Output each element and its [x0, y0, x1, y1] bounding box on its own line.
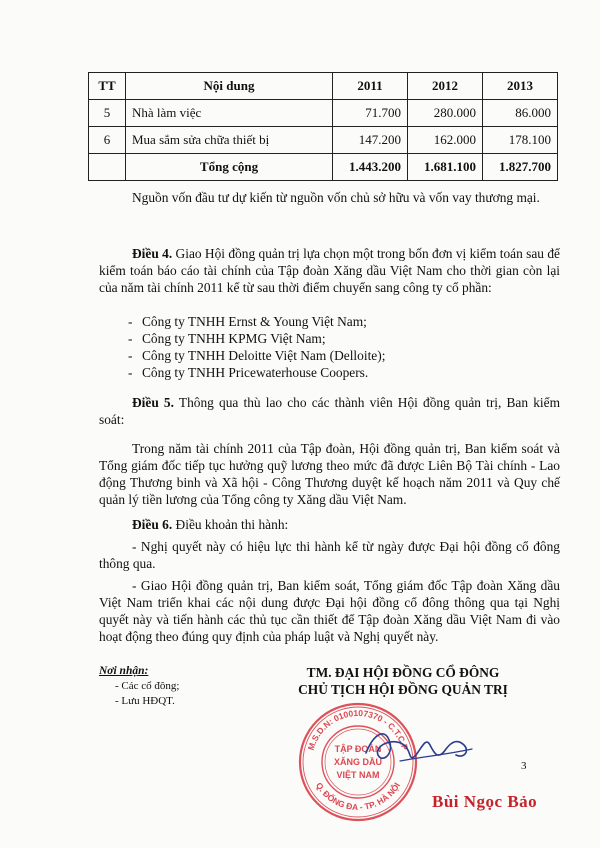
article-6-paragraph [99, 516, 560, 533]
funding-note-text: Nguồn vốn đầu tư dự kiến từ nguồn vốn chủ sở hữu và vốn vay thương mại. [132, 190, 540, 205]
row-tt: 5 [89, 100, 126, 127]
article-5-label: Điều 5. [132, 395, 174, 410]
row-2012: 162.000 [408, 127, 483, 154]
signature-heading [288, 664, 518, 698]
article-4-text: Giao Hội đồng quản trị lựa chọn một trong bốn đơn vị kiểm toán sau để kiểm toán báo cáo tài chính của Tập đoàn Xăng dầu Việt Nam cho thời gian còn lại của năm tài chính 2011 kể từ sau thời điểm chuyển sang công ty cổ phần: [99, 246, 560, 295]
article-4-label: Điều 4. [132, 246, 173, 261]
list-item: - Công ty TNHH Deloitte Việt Nam (Delloite); [128, 347, 385, 364]
table-row [89, 100, 558, 127]
row-2013: 86.000 [483, 100, 558, 127]
recipients [99, 664, 179, 709]
article-6-item: - Nghị quyết này có hiệu lực thi hành kể từ ngày được Đại hội đồng cổ đông thông qua. [99, 539, 560, 571]
row-tt: 6 [89, 127, 126, 154]
stamp-ring-bottom: Q. ĐỐNG ĐA - TP. HÀ NỘI [313, 780, 403, 813]
signature-line-1: TM. ĐẠI HỘI ĐỒNG CỔ ĐÔNG [306, 665, 500, 680]
row-2011: 71.700 [333, 100, 408, 127]
article-5-body: Trong năm tài chính 2011 của Tập đoàn, Hội đồng quản trị, Ban kiểm soát và Tổng giám đốc tiếp tục hưởng quỹ lương theo mức đã được Liên Bộ Tài chính - Lao động Thương binh và Xã hội - Công Thương duyệt kế hoạch năm 2011 và Quy chế quản lý tiền lương của Tổng công ty Xăng dầu Việt Nam. [99, 441, 560, 507]
article-5-paragraph [99, 394, 560, 428]
table-row [89, 127, 558, 154]
auditor-list [128, 313, 385, 381]
article-4 [99, 245, 560, 296]
total-2011: 1.443.200 [333, 154, 408, 181]
recipient-item: - Lưu HĐQT. [115, 695, 175, 707]
investment-table [88, 72, 558, 181]
total-2013: 1.827.700 [483, 154, 558, 181]
stamp-center-2: XĂNG DẦU [333, 757, 383, 767]
col-header-content: Nội dung [126, 73, 333, 100]
table-header-row [89, 73, 558, 100]
signer-name: Bùi Ngọc Bảo [432, 792, 538, 811]
article-6-text: Điều khoản thi hành: [175, 517, 289, 532]
row-2012: 280.000 [408, 100, 483, 127]
handwritten-signature [360, 715, 480, 775]
signature-line-2: CHỦ TỊCH HỘI ĐỒNG QUẢN TRỊ [298, 682, 508, 697]
stamp-center-3: VIỆT NAM [336, 770, 380, 780]
stamp-ring-top: M.S.D.N: 0100107370 - C.T.C.P [305, 707, 411, 752]
funding-note [99, 188, 560, 208]
row-content: Mua sắm sửa chữa thiết bị [126, 127, 333, 154]
total-tt-cell [89, 154, 126, 181]
article-5-text: Thông qua thù lao cho các thành viên Hội đồng quản trị, Ban kiểm soát: [99, 395, 560, 427]
col-header-2012: 2012 [408, 73, 483, 100]
row-2013: 178.100 [483, 127, 558, 154]
article-4-paragraph [99, 245, 560, 296]
article-6 [99, 516, 560, 645]
article-6-label: Điều 6. [132, 517, 173, 532]
total-2012: 1.681.100 [408, 154, 483, 181]
row-2011: 147.200 [333, 127, 408, 154]
article-5 [99, 394, 560, 508]
article-6-item: - Giao Hội đồng quản trị, Ban kiểm soát, Tổng giám đốc Tập đoàn Xăng dầu Việt Nam triển khai các nội dung được Đại hội đồng cổ đông thông qua tại Nghị quyết này và tiến hành các thủ tục cần thiết để Tập đoàn Xăng dầu Việt Nam đi vào hoạt động theo đúng quy định của pháp luật và Nghị quyết này. [99, 578, 560, 644]
table-total-row [89, 154, 558, 181]
recipient-item: - Các cổ đông; [115, 680, 180, 692]
list-item: - Công ty TNHH Pricewaterhouse Coopers. [128, 364, 385, 381]
stamp-center-1: TẬP ĐOÀN [334, 744, 382, 754]
page-number: 3 [521, 760, 527, 772]
col-header-2011: 2011 [333, 73, 408, 100]
total-label: Tổng cộng [126, 154, 333, 181]
list-item: - Công ty TNHH Ernst & Young Việt Nam; [128, 313, 385, 330]
col-header-tt: TT [89, 73, 126, 100]
list-item: - Công ty TNHH KPMG Việt Nam; [128, 330, 385, 347]
row-content: Nhà làm việc [126, 100, 333, 127]
recipients-heading: Nơi nhận: [99, 665, 149, 677]
col-header-2013: 2013 [483, 73, 558, 100]
